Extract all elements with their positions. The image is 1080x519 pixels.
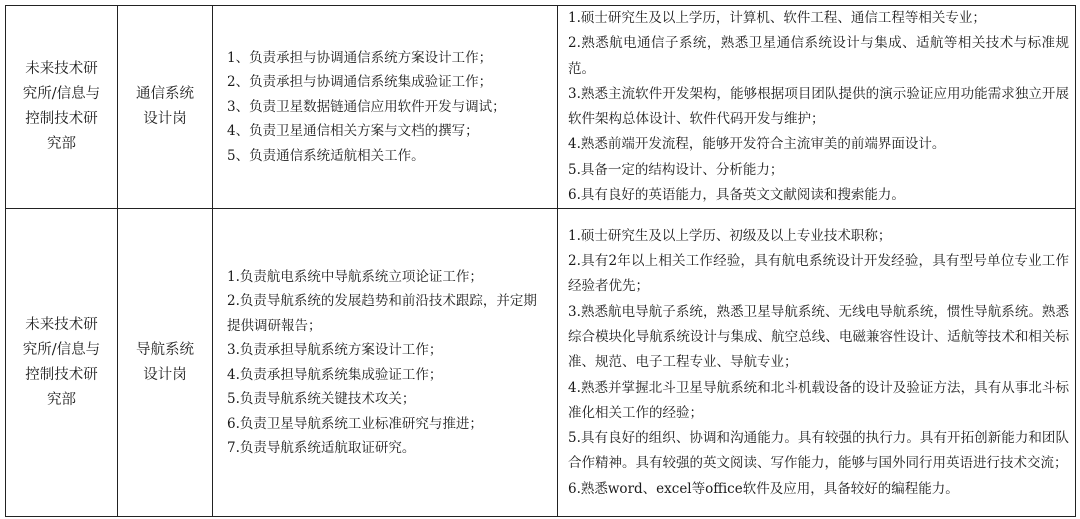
department-cell	[6, 6, 118, 209]
job-requirements-table	[5, 5, 1076, 517]
requirement-item: 6.熟悉word、excel等office软件及应用，具备较好的编程能力。	[568, 480, 959, 497]
requirement-item: 3.熟悉航电导航子系统，熟悉卫星导航系统、无线电导航系统，惯性导航系统。熟悉综合模块化导航系统设计与集成、航空总线、电磁兼容性设计、适航等技术和相关标准、规范、电子工程专业、导航专业；	[568, 303, 1069, 371]
requirement-item: 2.熟悉航电通信子系统，熟悉卫星通信系统设计与集成、适航等相关技术与标准规范。	[568, 35, 1069, 77]
requirement-item: 6.具有良好的英语能力，具备英文文献阅读和搜索能力。	[568, 187, 905, 204]
position-name: 通信系统设计岗	[136, 86, 194, 128]
requirement-item: 4.熟悉前端开发流程，能够开发符合主流审美的前端界面设计。	[568, 136, 946, 153]
duty-item: 4.负责承担导航系统集成验证工作；	[227, 366, 443, 383]
requirement-item: 3.熟悉主流软件开发架构，能够根据项目团队提供的演示验证应用功能需求独立开展软件架构总体设计、软件代码开发与维护；	[568, 85, 1069, 128]
requirement-item: 5.具备一定的结构设计、分析能力；	[568, 161, 784, 178]
position-name: 导航系统设计岗	[136, 341, 194, 383]
duty-item: 1、负责承担与协调通信系统方案设计工作；	[227, 49, 493, 66]
position-cell	[118, 6, 213, 209]
duty-item: 3.负责承担导航系统方案设计工作；	[227, 342, 443, 359]
requirement-item: 4.熟悉并掌握北斗卫星导航系统和北斗机载设备的设计及验证方法，具有从事北斗标准化相关工作的经验；	[568, 379, 1069, 421]
table-row	[6, 209, 1076, 517]
duty-item: 2、负责承担与协调通信系统集成验证工作；	[227, 74, 493, 91]
duty-item: 5.负责导航系统关键技术攻关；	[227, 391, 416, 408]
table-row	[6, 6, 1076, 209]
duty-item: 7.负责导航系统适航取证研究。	[227, 440, 416, 457]
position-cell	[118, 209, 213, 517]
duty-item: 4、负责卫星通信相关方案与文档的撰写；	[227, 123, 479, 140]
requirements-cell	[558, 6, 1076, 209]
requirement-item: 5.具有良好的组织、协调和沟通能力。具有较强的执行力。具有开拓创新能力和团队合作精神。具有较强的英文阅读、写作能力，能够与国外同行用英语进行技术交流；	[568, 430, 1069, 472]
requirement-item: 1.硕士研究生及以上学历、初级及以上专业技术职称；	[568, 227, 892, 244]
requirements-cell	[558, 209, 1076, 517]
duties-cell	[213, 6, 558, 209]
department-name: 未来技术研究所/信息与控制技术研究部	[22, 61, 101, 153]
department-name: 未来技术研究所/信息与控制技术研究部	[22, 316, 101, 408]
duty-item: 2.负责导航系统的发展趋势和前沿技术跟踪，并定期提供调研報告；	[227, 293, 537, 334]
department-cell	[6, 209, 118, 517]
duty-item: 3、负责卫星数据链通信应用软件开发与调试；	[227, 98, 506, 115]
duty-item: 5、负责通信系统适航相关工作。	[227, 147, 425, 164]
requirement-item: 1.硕士研究生及以上学历，计算机、软件工程、通信工程等相关专业；	[568, 10, 986, 26]
duty-item: 1.负责航电系统中导航系统立项论证工作；	[227, 268, 483, 285]
duty-item: 6.负责卫星导航系统工业标准研究与推进；	[227, 415, 483, 432]
duties-cell	[213, 209, 558, 517]
requirement-item: 2.具有2年以上相关工作经验，具有航电系统设计开发经验，具有型号单位专业工作经验者优先；	[568, 253, 1069, 295]
